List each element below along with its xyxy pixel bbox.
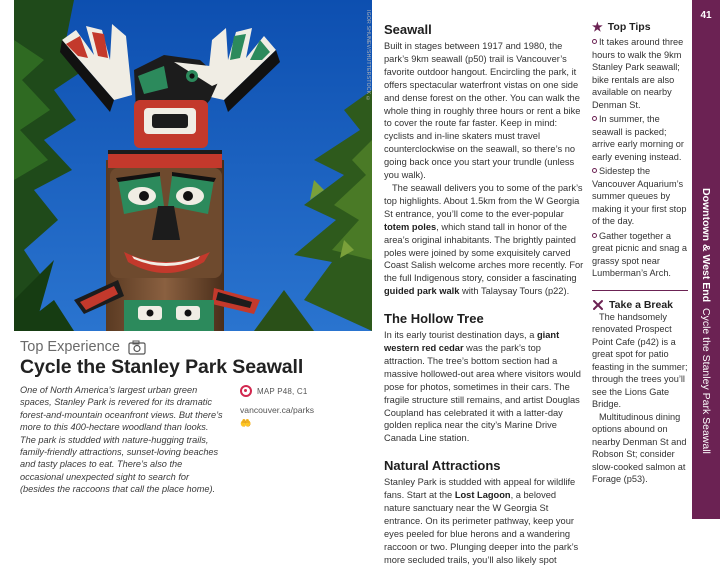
heading-hollow-tree: The Hollow Tree — [384, 311, 484, 327]
section-seawall — [384, 22, 584, 298]
camera-icon — [128, 340, 146, 355]
hands-icon: 🤲 — [240, 418, 252, 428]
take-break-heading: Take a Break — [592, 299, 688, 311]
take-break-paragraph-1: The handsomely renovated Prospect Point Cafe (p42) is a great spot for patio feasting in the summer; through the trees you’ll see the Lions Gate Bridge. — [592, 311, 688, 410]
tip-item: Sidestep the Vancouver Aquarium’s summer queues by making it your first stop of the day. — [592, 166, 687, 226]
seawall-paragraph-1: Built in stages between 1917 and 1980, the park’s 9km seawall (p50) trail is Vancouver’s favorite outdoor hangout. Encircling the park, it offers spectacular waterfront vistas on one side and dense forest on the other. You can walk the whole thing in roughly three hours or rent a bike to cover the route far faster. Keep in mind: cyclists and in-line skaters must travel counterclockwise on the seawall, so there’s no going back once you start your trundle (unless you walk). — [384, 41, 581, 181]
bullet-icon — [592, 116, 597, 121]
map-pin-icon — [240, 385, 252, 397]
tip-item: It takes around three hours to walk the 9km Stanley Park seawall; bike rentals are also available on nearby Denman St. — [592, 37, 684, 110]
top-experience — [20, 339, 370, 496]
page-number: 41 — [700, 10, 712, 21]
map-reference[interactable] — [240, 385, 360, 397]
hollow-tree-paragraph: In its early tourist destination days, a giant western red cedar was the park’s top attraction. The tree’s bottom section had a massive hollowed-out area where visitors would pose for photos, sometimes in their cars. The fragile structure still remains, and artist Douglas Coupland has celebrated it with a latter-day golden replica near the city’s Marine Drive Canada Line station. — [384, 330, 581, 444]
section-hollow-tree — [384, 311, 584, 445]
cutlery-icon — [592, 299, 604, 311]
main-column — [384, 22, 584, 567]
chapter-tab — [692, 0, 720, 519]
star-icon: ★ — [592, 20, 603, 34]
tip-item: In summer, the seawall is packed; arrive early morning or early evening instead. — [592, 114, 684, 162]
sidebar — [592, 20, 688, 486]
heading-natural-attractions: Natural Attractions — [384, 458, 501, 474]
section-natural-attractions — [384, 458, 584, 566]
heading-seawall: Seawall — [384, 22, 432, 37]
chapter-label: Downtown & West End Cycle the Stanley Park Seawall — [700, 188, 712, 454]
experience-intro: One of North America’s largest urban green spaces, Stanley Park is revered for its dramatic forest-and-mountain oceanfront views. But there’s more to this 400-hectare woodland than looks. The park is studded with nature-hugging trails, family-friendly attractions, sunset-loving beaches and tasty places to eat. There’s also the occasional unexpected sight to search for (besides the raccoons that call the place home). — [20, 385, 223, 495]
sidebar-divider — [592, 290, 688, 291]
bullet-icon — [592, 39, 597, 44]
totem-pole-photo — [14, 0, 372, 331]
photo-credit: IGOR SHUNEV/SHUTTERSTOCK © — [365, 10, 371, 103]
take-break-paragraph-2: Multitudinous dining options abound on nearby Denman St and Robson St; consider slow-cooked salmon at Forage (p53). — [592, 411, 687, 485]
tip-item: Gather together a great picnic and snag a grassy spot near Lumberman’s Arch. — [592, 230, 688, 278]
top-tips-heading: ★ Top Tips — [592, 20, 651, 34]
map-reference-text: MAP P48, C1 — [257, 386, 308, 396]
bullet-icon — [592, 168, 597, 173]
natural-attractions-paragraph: Stanley Park is studded with appeal for wildlife fans. Start at the Lost Lagoon, a beloved nature sanctuary near the W Georgia St entrance. On its perimeter pathway, keep your eyes peeled for blue herons and a wandering raccoon or two. Plunging deeper into the park’s more secluded trails, you’ll also likely spot — [384, 477, 579, 565]
experience-title: Cycle the Stanley Park Seawall — [20, 356, 304, 378]
bullet-icon — [592, 233, 597, 238]
seawall-paragraph-2: The seawall delivers you to some of the park’s top highlights. About 1.5km from the W Georgia St entrance, you’ll come to the ever-popular totem poles, which stand tall in honor of the area’s original inhabitants. The brightly painted poles were joined by some exquisitely carved Coast Salish welcome arches more recently. For the full Indigenous story, consider a fascinating guided park walk with Talaysay Tours (p22). — [384, 182, 584, 297]
experience-label: Top Experience — [20, 339, 120, 355]
website-link[interactable]: vancouver.ca/parks — [240, 405, 315, 415]
